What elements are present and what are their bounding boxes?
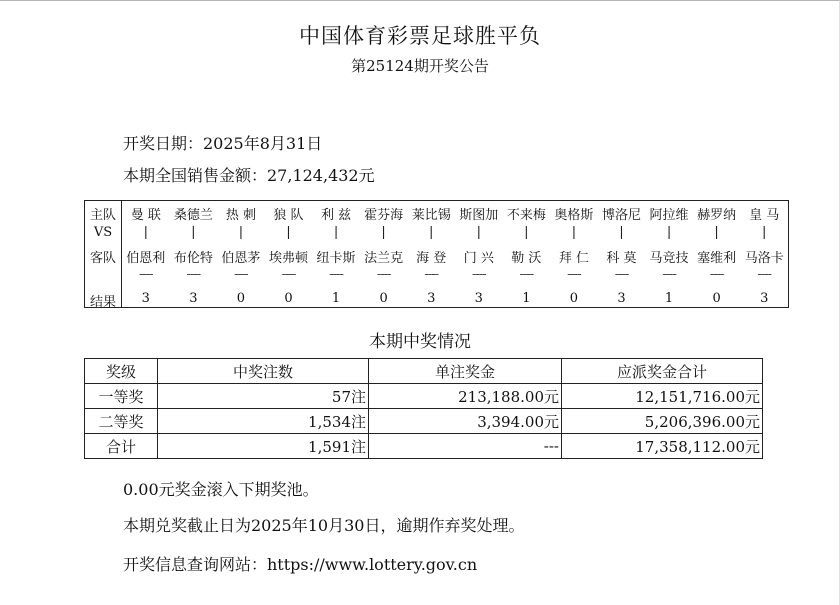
winner-count: 57注 — [158, 384, 369, 409]
home-team: 博洛尼 — [601, 208, 641, 223]
match-result: 3 — [474, 291, 483, 306]
match-result: 1 — [664, 291, 674, 306]
away-team: 拜 仁 — [558, 251, 589, 266]
label-vs: VS — [93, 225, 113, 240]
prize-level: 合计 — [85, 434, 158, 459]
match-result: 0 — [236, 291, 246, 306]
match-column — [550, 201, 598, 307]
away-team: 门 兴 — [463, 251, 494, 266]
rollover-note: 0.00元奖金滚入下期奖池。 — [123, 480, 319, 499]
winner-count: 1,534注 — [158, 409, 369, 434]
header-winners: 中奖注数 — [158, 359, 369, 384]
games-grid — [122, 201, 788, 307]
header-total-payout: 应派奖金合计 — [562, 359, 763, 384]
home-team: 奥格斯 — [554, 208, 594, 223]
dash-line: ---- — [281, 267, 296, 282]
home-team: 桑德兰 — [173, 208, 213, 223]
away-team: 勒 沃 — [511, 251, 542, 266]
dash-line: ---- — [329, 267, 343, 282]
match-result: 1 — [522, 291, 531, 306]
header-level: 奖级 — [85, 359, 158, 384]
prize-level: 二等奖 — [85, 409, 158, 434]
dash-line: ---- — [471, 267, 486, 282]
total-payout: 12,151,716.00元 — [562, 384, 763, 409]
home-team: 曼 联 — [130, 208, 161, 223]
prize-level: 一等奖 — [85, 384, 158, 409]
vs-separator: | — [286, 225, 291, 240]
home-team: 阿拉维 — [649, 208, 689, 223]
prize-section-title: 本期中奖情况 — [369, 332, 471, 352]
away-team: 埃弗顿 — [268, 251, 308, 266]
dash-line: ---- — [186, 267, 201, 282]
dash-line: ---- — [234, 267, 248, 282]
home-team: 皇 马 — [749, 208, 780, 223]
home-team: 斯图加 — [459, 208, 499, 223]
dash-line: ---- — [709, 267, 724, 282]
home-team: 利 兹 — [320, 208, 352, 223]
vs-separator: | — [619, 225, 624, 240]
vs-separator: | — [238, 225, 244, 240]
dash-line: ---- — [757, 267, 771, 282]
away-team: 科 莫 — [606, 251, 637, 266]
home-team: 莱比锡 — [411, 208, 451, 223]
match-result: 0 — [379, 291, 388, 306]
match-table — [84, 200, 789, 308]
total-payout: 17,358,112.00元 — [562, 434, 763, 459]
home-team: 狼 队 — [273, 208, 304, 223]
match-result: 3 — [617, 291, 626, 306]
vs-separator: | — [762, 225, 767, 240]
dash-line: ---- — [424, 267, 438, 282]
prize-header-row — [85, 359, 763, 384]
row-labels-column — [85, 201, 122, 308]
vs-separator: | — [191, 225, 196, 240]
match-column — [265, 201, 313, 307]
dash-line: ---- — [519, 267, 534, 282]
games-cell — [122, 201, 789, 308]
away-team: 布伦特 — [173, 251, 213, 266]
match-column — [217, 201, 265, 307]
website-note: 开奖信息查询网站：https://www.lottery.gov.cn — [123, 555, 478, 574]
match-result: 3 — [427, 291, 436, 306]
prize-table — [84, 358, 763, 459]
prize-per-bet: 213,188.00元 — [369, 384, 562, 409]
dash-line: ---- — [662, 267, 676, 282]
vs-separator: | — [333, 225, 339, 240]
sales-amount: 本期全国销售金额：27,124,432元 — [123, 166, 375, 185]
dash-line: ---- — [614, 267, 629, 282]
table-row — [85, 409, 763, 434]
vs-separator: | — [714, 225, 719, 240]
match-column — [360, 201, 408, 307]
dash-line: ---- — [376, 267, 391, 282]
home-team: 霍芬海 — [364, 208, 404, 223]
prize-per-bet: 3,394.00元 — [369, 409, 562, 434]
vs-separator: | — [666, 225, 672, 240]
home-team: 赫罗纳 — [697, 208, 737, 223]
match-column — [122, 201, 170, 307]
home-team: 不来梅 — [506, 208, 546, 223]
vs-separator: | — [429, 225, 434, 240]
vs-separator: | — [381, 225, 386, 240]
match-column — [407, 201, 455, 307]
away-team: 马洛卡 — [744, 251, 784, 266]
match-result: 3 — [760, 291, 769, 306]
away-team: 塞维利 — [697, 251, 737, 266]
match-result: 3 — [189, 291, 198, 306]
match-column — [455, 201, 503, 307]
header-prize-per-bet: 单注奖金 — [369, 359, 562, 384]
away-team: 海 登 — [416, 251, 447, 266]
winner-count: 1,591注 — [158, 434, 369, 459]
table-row — [85, 384, 763, 409]
match-column — [645, 201, 693, 307]
page-subtitle: 第25124期开奖公告 — [351, 57, 489, 75]
label-result: 结果 — [89, 295, 116, 310]
away-team: 伯恩利 — [126, 251, 166, 266]
away-team: 马竞技 — [649, 251, 689, 266]
match-result: 0 — [569, 291, 579, 306]
vs-separator: | — [143, 225, 148, 240]
match-column — [693, 201, 741, 307]
vs-separator: | — [476, 225, 481, 240]
prize-per-bet: --- — [369, 434, 562, 459]
vs-separator: | — [571, 225, 577, 240]
away-team: 法兰克 — [364, 251, 404, 266]
match-column — [740, 201, 788, 307]
match-result: 0 — [712, 291, 721, 306]
match-column — [312, 201, 360, 307]
match-column — [170, 201, 218, 307]
page-title: 中国体育彩票足球胜平负 — [299, 24, 541, 48]
table-row — [85, 434, 763, 459]
match-result: 0 — [284, 291, 293, 306]
home-team: 热 刺 — [225, 208, 256, 223]
label-home: 主队 — [89, 208, 116, 223]
match-result: 1 — [331, 291, 341, 306]
total-payout: 5,206,396.00元 — [562, 409, 763, 434]
match-result: 3 — [141, 291, 150, 306]
match-column — [503, 201, 551, 307]
match-column — [598, 201, 646, 307]
vs-separator: | — [524, 225, 529, 240]
away-team: 纽卡斯 — [316, 251, 356, 266]
dash-line: ---- — [138, 267, 153, 282]
label-away: 客队 — [89, 251, 116, 266]
draw-date: 开奖日期：2025年8月31日 — [123, 134, 323, 153]
dash-line: ---- — [567, 267, 581, 282]
away-team: 伯恩茅 — [221, 251, 261, 266]
deadline-note: 本期兑奖截止日为2025年10月30日，逾期作弃奖处理。 — [123, 516, 525, 535]
